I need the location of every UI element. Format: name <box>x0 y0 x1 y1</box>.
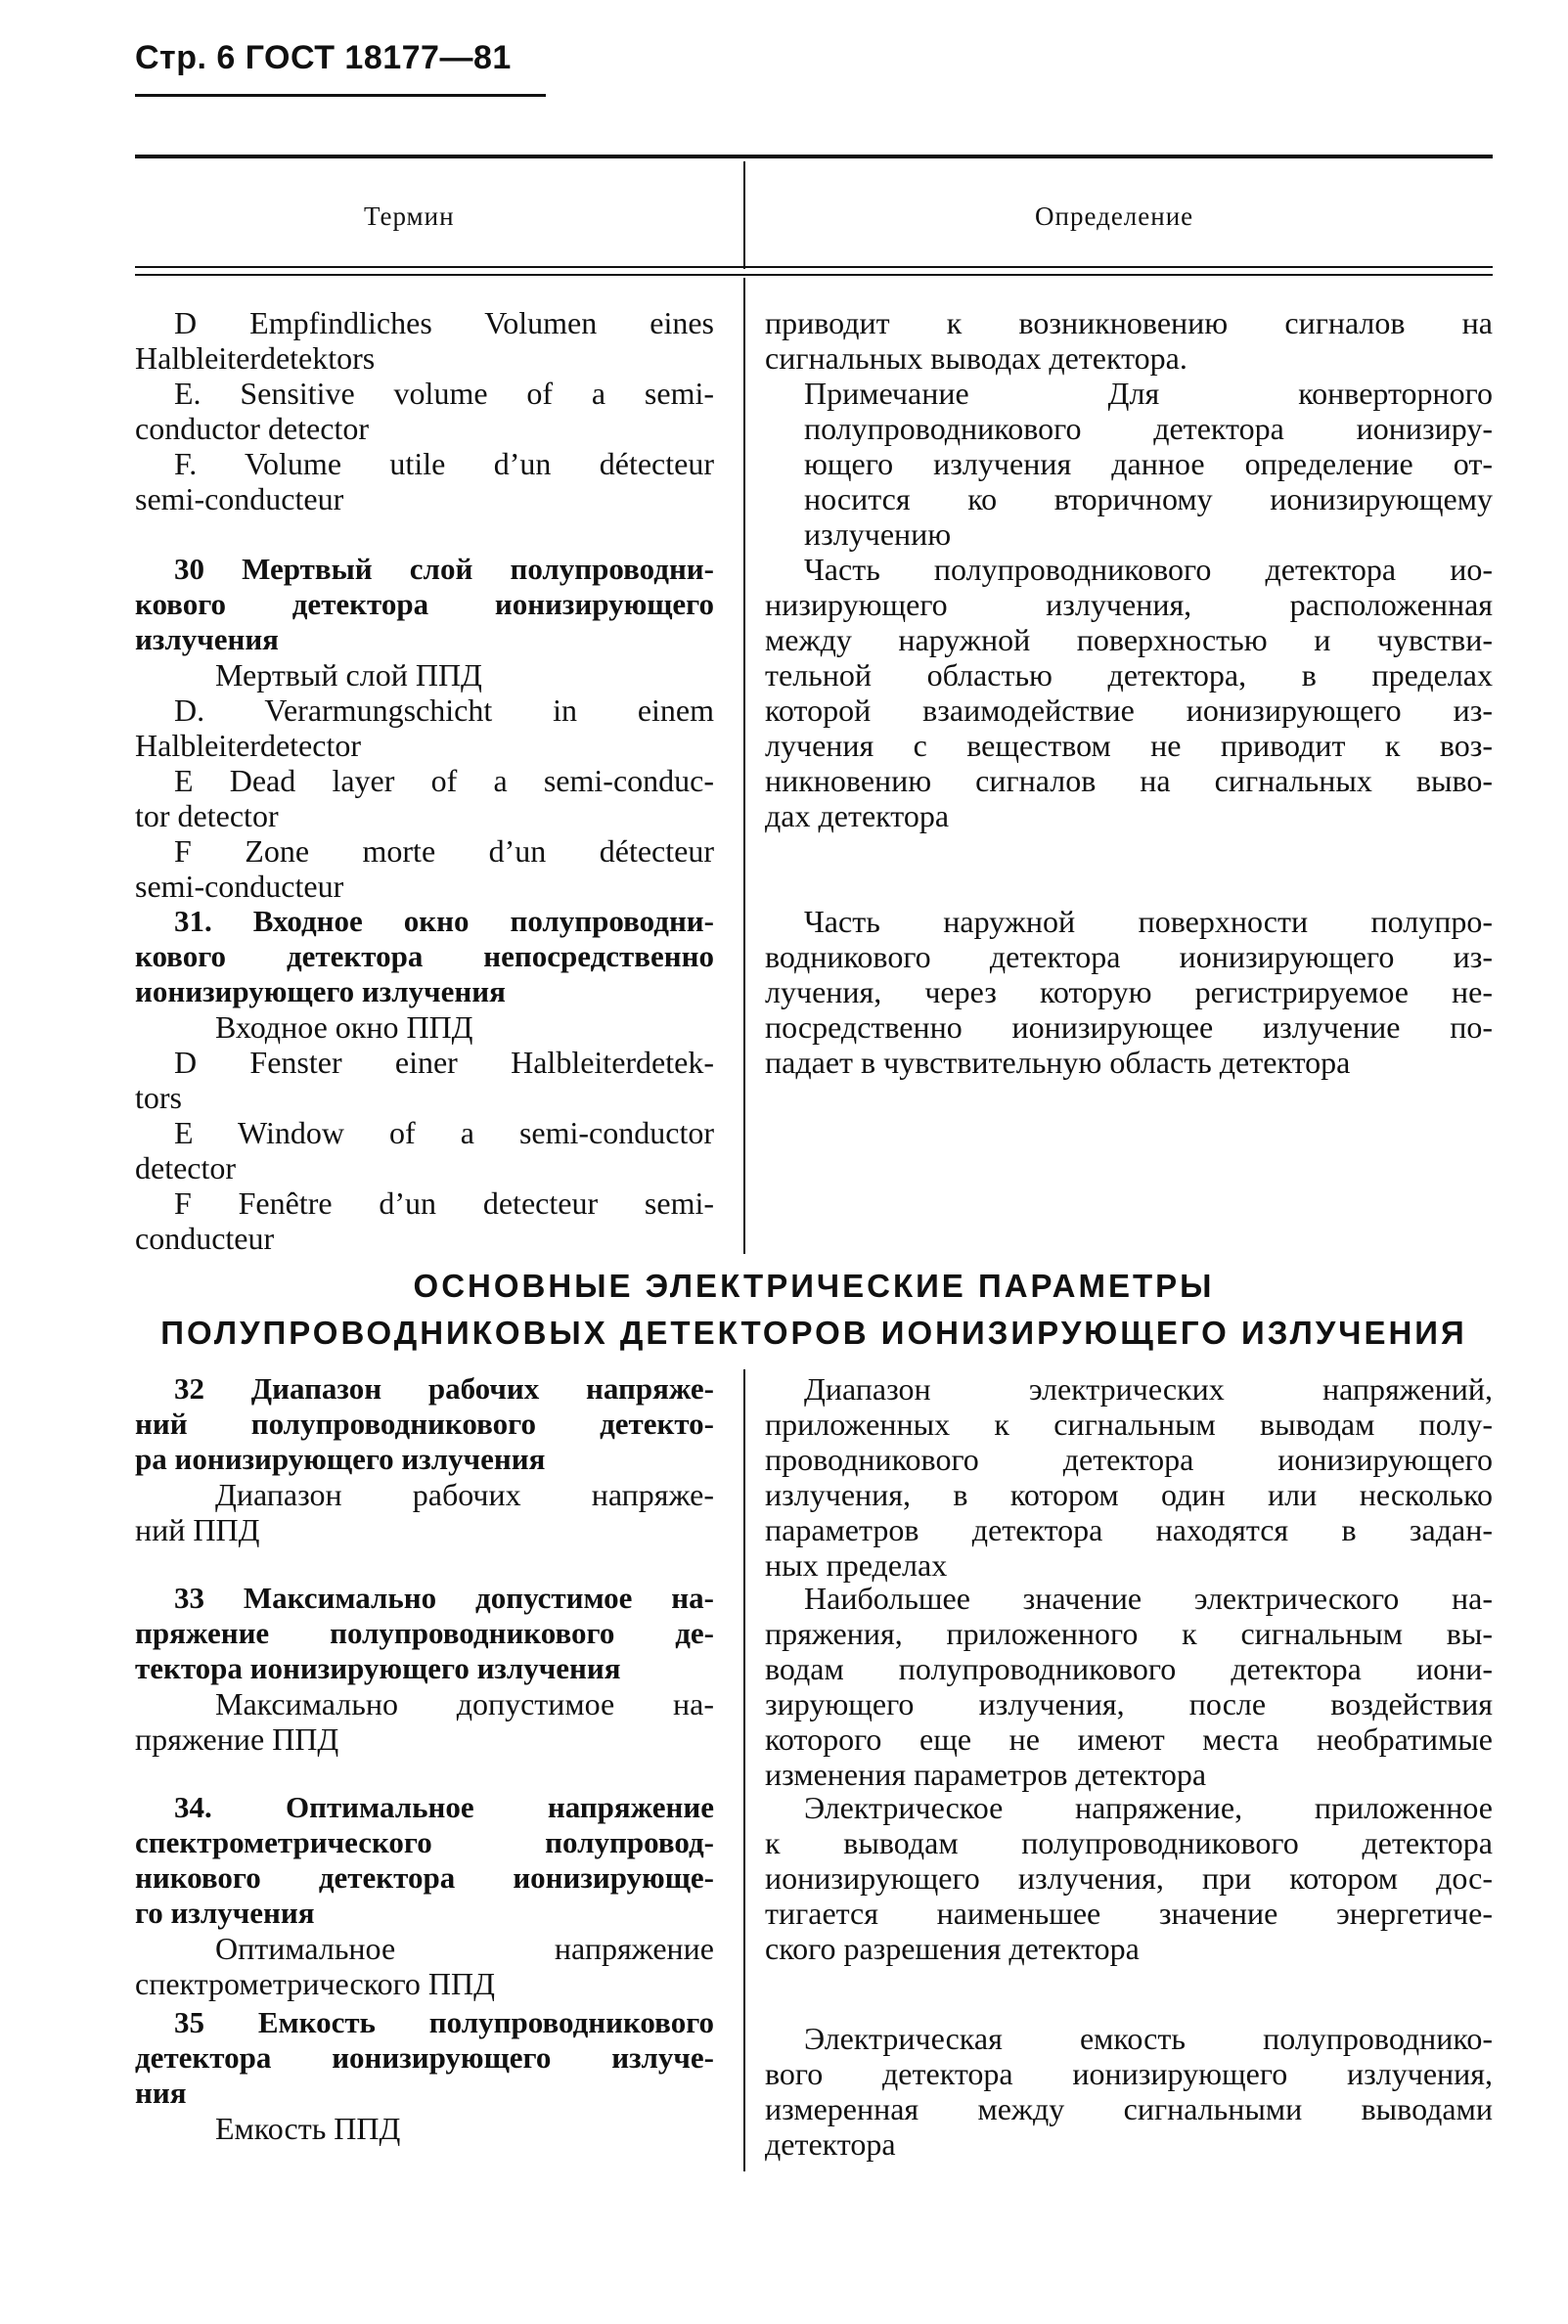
definition-line: которого еще не имеют места необратимые <box>765 1721 1493 1757</box>
term-title: излучения <box>135 622 279 656</box>
term-short: Максимально допустимое на- <box>215 1686 714 1721</box>
page-header: Стр. 6 ГОСТ 18177—81 <box>135 39 512 76</box>
column-divider-header <box>743 161 745 269</box>
definition-line: ных пределах <box>765 1547 948 1583</box>
term-title: ра ионизирующего излучения <box>135 1442 546 1476</box>
term-short: Диапазон рабочих напряже- <box>215 1477 714 1512</box>
term-short: Оптимальное напряжение <box>215 1931 714 1966</box>
definition-line: водам полупроводникового детектора иони- <box>765 1651 1493 1686</box>
term-title: никового детектора ионизирующе- <box>135 1860 714 1895</box>
term-short: Мертвый слой ППД <box>215 657 482 693</box>
definition-line: изменения параметров детектора <box>765 1757 1207 1792</box>
term-line: tor detector <box>135 798 279 833</box>
definition-31 <box>765 904 1493 1080</box>
note-line: носится ко вторичному ионизирующему <box>804 481 1493 516</box>
term-line: F Zone morte d’un détecteur <box>174 833 714 869</box>
term-title: 35 Емкость полупроводникового <box>174 2005 714 2039</box>
definition-line: которой взаимодействие ионизирующего из- <box>765 693 1493 728</box>
term-34 <box>135 1790 714 2001</box>
term-line: F. Volume utile d’un détecteur <box>174 446 714 481</box>
definition-line: Часть наружной поверхности полупро- <box>804 904 1493 939</box>
column-header-definition: Определение <box>1035 201 1194 231</box>
definition-line: тигается наименьшее значение энергетиче- <box>765 1896 1493 1931</box>
note-line: излучению <box>804 516 952 552</box>
definition-line: сигнальных выводах детектора. <box>765 340 1187 376</box>
term-title: пряжение полупроводникового де- <box>135 1616 714 1650</box>
definition-34 <box>765 1790 1493 1966</box>
term-short: пряжение ППД <box>135 1721 339 1757</box>
header-double-rule-top <box>135 266 1493 268</box>
definition-line: дах детектора <box>765 798 950 833</box>
term-line: E. Sensitive volume of a semi- <box>174 376 714 411</box>
column-header-term: Термин <box>364 201 455 231</box>
column-divider-main <box>743 278 745 1254</box>
term-29-languages <box>135 305 714 516</box>
term-title: ний полупроводникового детекто- <box>135 1407 714 1441</box>
header-rule <box>135 94 546 97</box>
definition-line: параметров детектора находятся в задан- <box>765 1512 1493 1547</box>
term-line: F Fenêtre d’un detecteur semi- <box>174 1185 714 1221</box>
note-line: полупроводникового детектора ионизиру- <box>804 411 1493 446</box>
term-line: D Fenster einer Halbleiterdetek- <box>174 1045 714 1080</box>
term-title: ния <box>135 2076 187 2110</box>
term-31 <box>135 904 714 1256</box>
term-35 <box>135 2005 714 2146</box>
definition-line: низирующего излучения, расположенная <box>765 587 1493 622</box>
term-32 <box>135 1371 714 1547</box>
definition-30 <box>765 552 1493 833</box>
term-line: E Window of a semi-conductor <box>174 1115 714 1150</box>
term-line: Halbleiterdetector <box>135 728 361 763</box>
term-title: 30 Мертвый слой полупроводни- <box>174 552 714 586</box>
definition-line: к выводам полупроводникового детектора <box>765 1825 1493 1860</box>
term-short: Входное окно ППД <box>215 1009 473 1045</box>
section-title-line-1: ОСНОВНЫЕ ЭЛЕКТРИЧЕСКИЕ ПАРАМЕТРЫ <box>413 1268 1215 1304</box>
definition-line: приводит к возникновению сигналов на <box>765 305 1493 340</box>
term-line: semi-conducteur <box>135 869 344 904</box>
term-title: кового детектора ионизирующего <box>135 587 714 621</box>
note-line: ющего излучения данное определение от- <box>804 446 1493 481</box>
definition-line: приложенных к сигнальным выводам полу- <box>765 1407 1493 1442</box>
term-line: conductor detector <box>135 411 369 446</box>
term-33 <box>135 1581 714 1757</box>
definition-29-continued <box>765 305 1493 552</box>
definition-line: зирующего излучения, после воздействия <box>765 1686 1493 1721</box>
definition-line: Часть полупроводникового детектора ио- <box>804 552 1493 587</box>
definition-line: падает в чувствительную область детектора <box>765 1045 1351 1080</box>
term-title: ионизирующего излучения <box>135 974 506 1008</box>
definition-line: излучения, в котором один или несколько <box>765 1477 1493 1512</box>
definition-line: водникового детектора ионизирующего из- <box>765 939 1493 974</box>
definition-line: Диапазон электрических напряжений, <box>804 1371 1493 1407</box>
term-title: спектрометрического полупровод- <box>135 1825 714 1859</box>
term-title: детектора ионизирующего излуче- <box>135 2040 714 2075</box>
definition-line: Электрическая емкость полупроводнико- <box>804 2021 1493 2056</box>
definition-line: тельной областью детектора, в пределах <box>765 657 1493 693</box>
definition-33 <box>765 1581 1493 1792</box>
definition-line: лучения с веществом не приводит к воз- <box>765 728 1493 763</box>
definition-line: лучения, через которую регистрируемое не- <box>765 974 1493 1009</box>
term-title: 32 Диапазон рабочих напряже- <box>174 1371 714 1406</box>
definition-line: измеренная между сигнальными выводами <box>765 2091 1493 2126</box>
definition-32 <box>765 1371 1493 1583</box>
section-title-line-2: ПОЛУПРОВОДНИКОВЫХ ДЕТЕКТОРОВ ИОНИЗИРУЮЩЕГО ИЗЛУЧЕНИЯ <box>160 1315 1467 1351</box>
definition-line: ионизирующего излучения, при котором дос- <box>765 1860 1493 1896</box>
definition-line: ского разрешения детектора <box>765 1931 1140 1966</box>
term-line: Halbleiterdetektors <box>135 340 376 376</box>
definition-line: Наибольшее значение электрического на- <box>804 1581 1493 1616</box>
definition-line: пряжения, приложенного к сигнальным вы- <box>765 1616 1493 1651</box>
definition-line: Электрическое напряжение, приложенное <box>804 1790 1493 1825</box>
definition-line: детектора <box>765 2126 896 2162</box>
term-line: tors <box>135 1080 182 1115</box>
term-line: D Empfindliches Volumen eines <box>174 305 714 340</box>
term-30 <box>135 552 714 904</box>
table-top-rule <box>135 155 1493 158</box>
header-double-rule-bottom <box>135 274 1493 276</box>
term-line: detector <box>135 1150 237 1185</box>
term-line: conducteur <box>135 1221 275 1256</box>
term-title: 31. Входное окно полупроводни- <box>174 904 714 938</box>
definition-35 <box>765 2021 1493 2162</box>
term-line: semi-conducteur <box>135 481 344 516</box>
term-title: го излучения <box>135 1896 315 1930</box>
term-line: E Dead layer of a semi-conduc- <box>174 763 714 798</box>
term-short: Емкость ППД <box>215 2111 401 2146</box>
term-title: тектора ионизирующего излучения <box>135 1651 621 1685</box>
definition-line: между наружной поверхностью и чувстви- <box>765 622 1493 657</box>
note-line: Примечание Для конверторного <box>804 376 1493 411</box>
term-short: спектрометрического ППД <box>135 1966 495 2001</box>
definition-line: посредственно ионизирующее излучение по- <box>765 1009 1493 1045</box>
definition-line: никновению сигналов на сигнальных выво- <box>765 763 1493 798</box>
definition-line: проводникового детектора ионизирующего <box>765 1442 1493 1477</box>
term-short: ний ППД <box>135 1512 260 1547</box>
column-divider-lower <box>743 1369 745 2171</box>
term-line: D. Verarmungschicht in einem <box>174 693 714 728</box>
term-title: кового детектора непосредственно <box>135 939 714 973</box>
definition-line: вого детектора ионизирующего излучения, <box>765 2056 1493 2091</box>
term-title: 34. Оптимальное напряжение <box>174 1790 714 1824</box>
term-title: 33 Максимально допустимое на- <box>174 1581 714 1615</box>
